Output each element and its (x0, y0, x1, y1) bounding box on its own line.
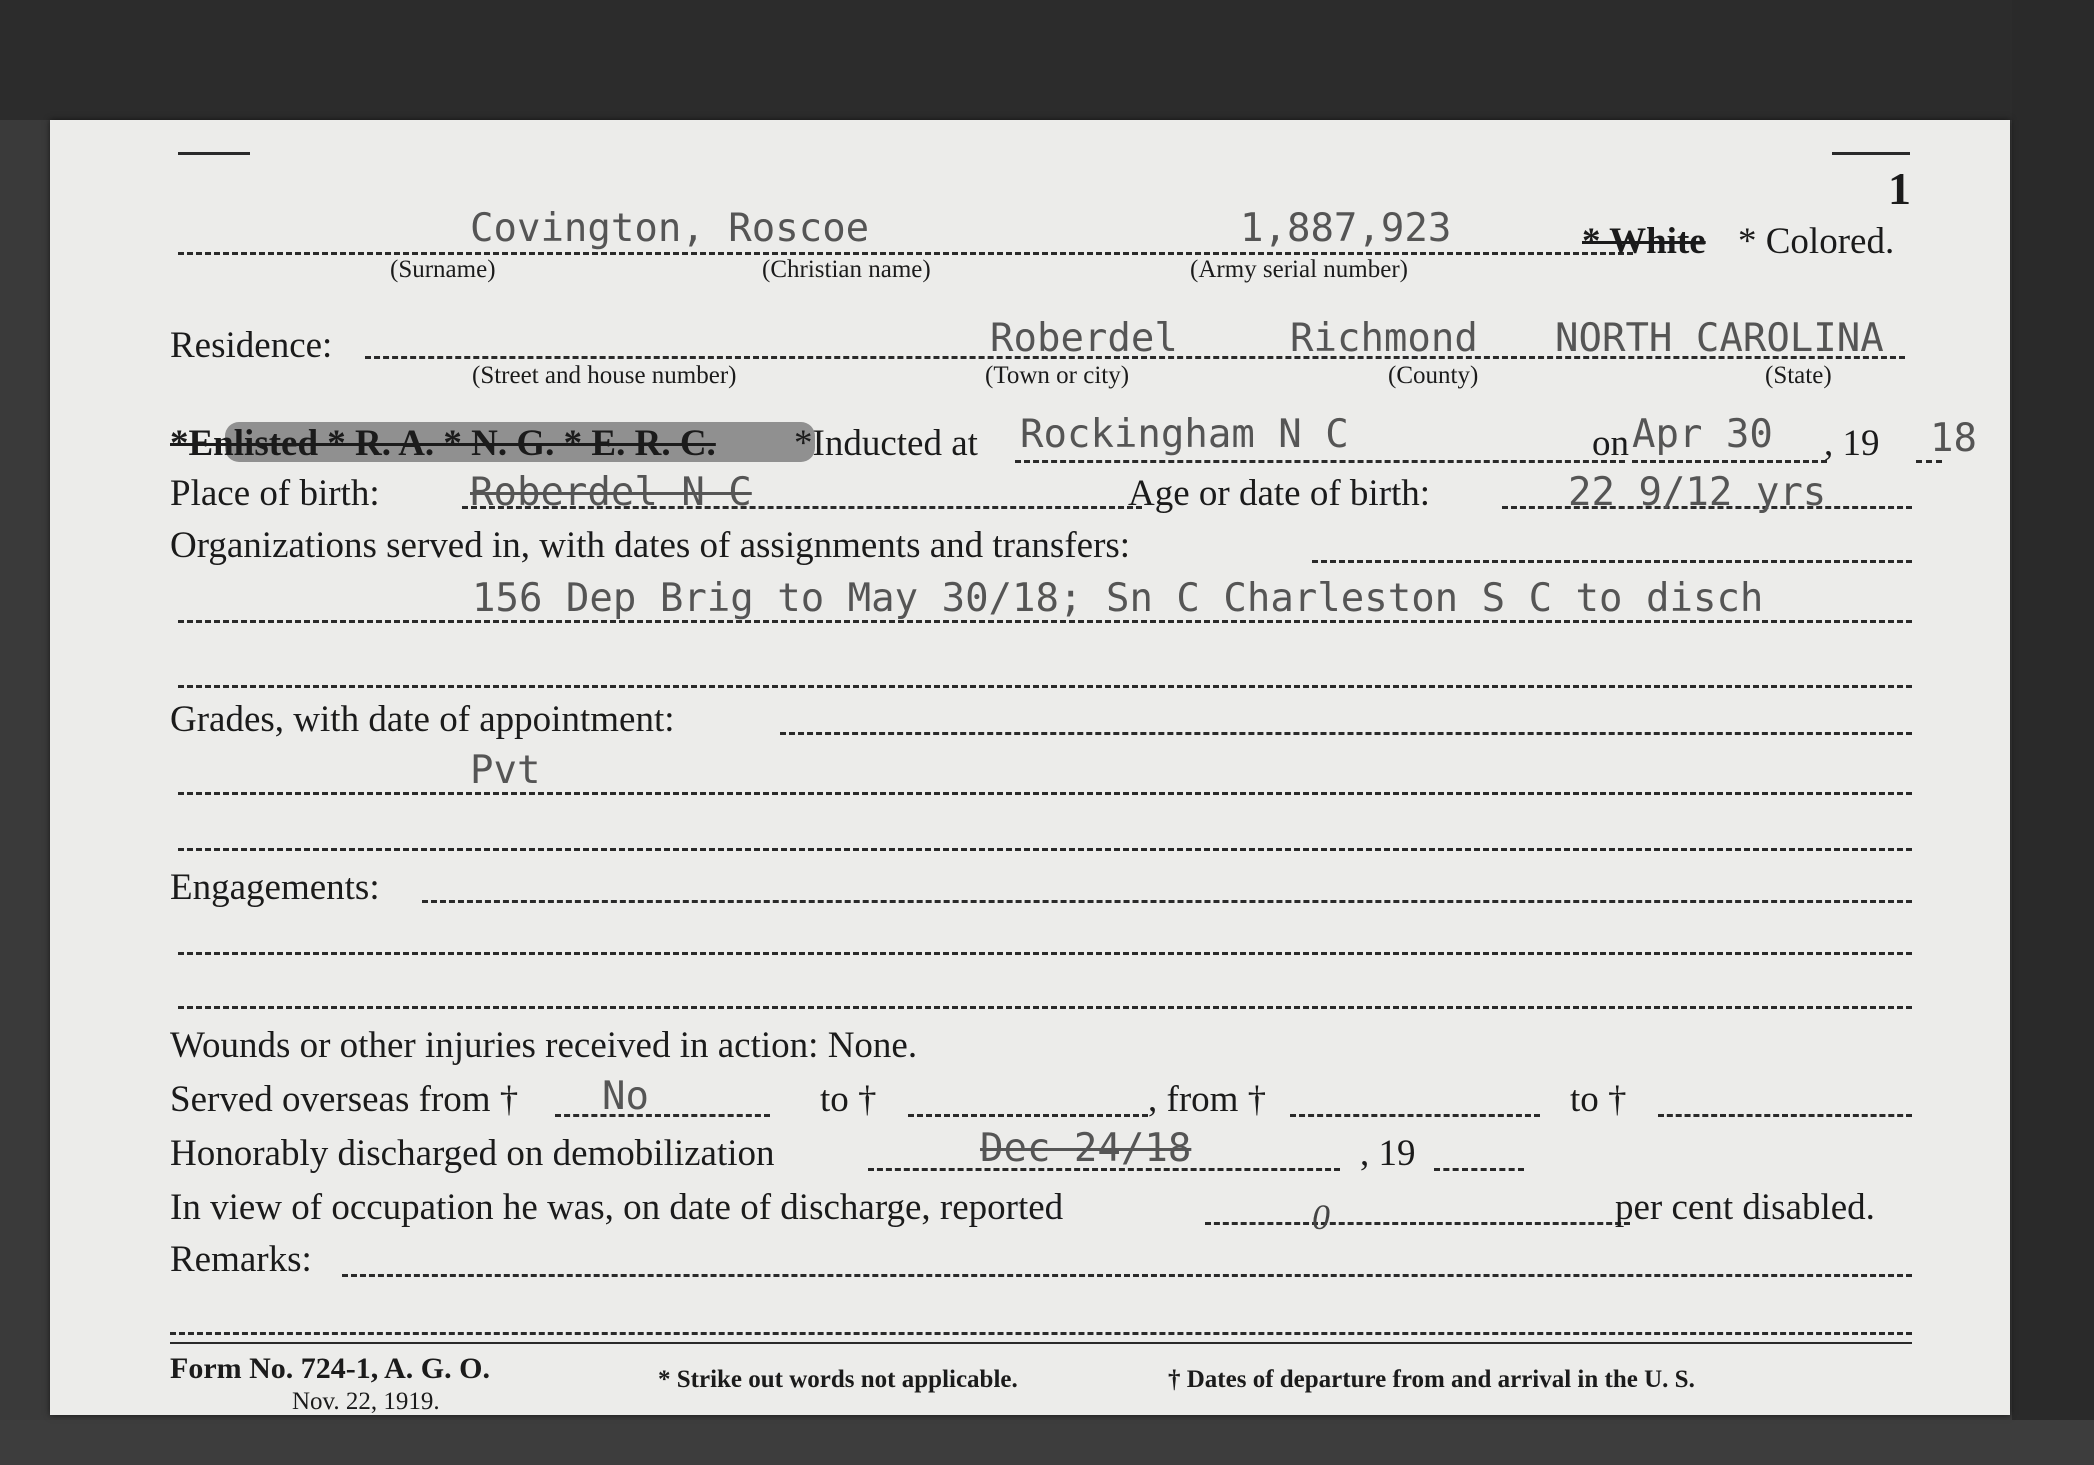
residence-state-value: NORTH CAROLINA (1555, 316, 1884, 361)
serial-value: 1,887,923 (1240, 206, 1452, 251)
on-label: on (1592, 423, 1629, 464)
county-label: (County) (1388, 362, 1479, 389)
scan-background-top (0, 0, 2094, 120)
engagements-line-1 (422, 900, 1912, 903)
remarks-line-2 (170, 1332, 1912, 1335)
enlisted-options: *Enlisted * R. A. * N. G. * E. R. C. (170, 423, 716, 464)
organizations-value: 156 Dep Brig to May 30/18; Sn C Charleston S C to disch (472, 576, 1764, 621)
discharge-year-line (1434, 1168, 1524, 1171)
dates-note: † Dates of departure from and arrival in the U. S. (1168, 1366, 1695, 1393)
grades-label: Grades, with date of appointment: (170, 699, 675, 740)
surname-label: (Surname) (390, 256, 496, 283)
state-label: (State) (1765, 362, 1832, 389)
organizations-line-3 (178, 685, 1912, 688)
engagements-line-3 (178, 1006, 1912, 1009)
disability-value: 0 (1312, 1197, 1330, 1237)
place-of-birth-label: Place of birth: (170, 473, 380, 514)
name-line (178, 252, 1633, 255)
engagements-label: Engagements: (170, 867, 380, 908)
top-right-rule (1832, 152, 1910, 155)
residence-town-value: Roberdel (990, 316, 1178, 361)
overseas-to-line (908, 1114, 1148, 1117)
discharge-label: Honorably discharged on demobilization (170, 1133, 775, 1174)
remarks-label: Remarks: (170, 1239, 312, 1280)
inducted-date-value: Apr 30 (1632, 412, 1773, 457)
served-overseas-label: Served overseas from † (170, 1079, 519, 1120)
christian-name-label: (Christian name) (762, 256, 931, 283)
grades-line-3 (178, 848, 1912, 851)
disability-line (1205, 1222, 1630, 1225)
inducted-place-value: Rockingham N C (1020, 412, 1349, 457)
inducted-year-value: 18 (1930, 416, 1977, 461)
scan-background-right (2012, 0, 2094, 1465)
discharge-year-label: , 19 (1360, 1133, 1416, 1174)
age-label: Age or date of birth: (1128, 473, 1431, 514)
inducted-place-line (1015, 460, 1625, 463)
colored-option: * Colored. (1738, 221, 1895, 262)
white-option: * White (1582, 221, 1706, 262)
card-number: 1 (1888, 163, 1911, 214)
overseas-from-line (555, 1114, 770, 1117)
service-record-card (50, 120, 2010, 1415)
disability-suffix: per cent disabled. (1615, 1187, 1875, 1228)
disability-label: In view of occupation he was, on date of discharge, reported (170, 1187, 1064, 1228)
discharge-date-value: Dec 24/18 (980, 1126, 1192, 1171)
grades-line-1 (780, 732, 1912, 735)
grades-value: Pvt (470, 748, 541, 793)
form-number: Form No. 724-1, A. G. O. (170, 1352, 490, 1385)
serial-number-label: (Army serial number) (1190, 256, 1408, 283)
grades-line-2 (178, 792, 1912, 795)
residence-label: Residence: (170, 325, 333, 366)
street-label: (Street and house number) (472, 362, 737, 389)
scan-background-bottom (0, 1420, 2094, 1465)
organizations-label: Organizations served in, with dates of assignments and transfers: (170, 525, 1131, 566)
town-label: (Town or city) (985, 362, 1130, 389)
engagements-line-2 (178, 952, 1912, 955)
inducted-at-label: *Inducted at (794, 423, 978, 464)
overseas-from2-line (1290, 1114, 1540, 1117)
overseas-to2-label: to † (1570, 1079, 1627, 1120)
age-value: 22 9/12 yrs (1568, 470, 1827, 515)
overseas-from-value: No (602, 1074, 649, 1119)
organizations-line-1 (1312, 560, 1912, 563)
overseas-from2-label: , from † (1148, 1079, 1267, 1120)
year-label: , 19 (1824, 423, 1880, 464)
top-left-rule (178, 152, 250, 155)
remarks-line-1 (342, 1274, 1912, 1277)
wounds-label: Wounds or other injuries received in action: None. (170, 1025, 918, 1066)
place-of-birth-value: Roberdel N C (470, 470, 752, 515)
strike-note: * Strike out words not applicable. (658, 1366, 1018, 1393)
overseas-to2-line (1658, 1114, 1912, 1117)
form-date: Nov. 22, 1919. (292, 1388, 440, 1415)
footer-rule (170, 1342, 1912, 1344)
overseas-to-label: to † (820, 1079, 877, 1120)
name-value: Covington, Roscoe (470, 206, 870, 251)
residence-county-value: Richmond (1290, 316, 1478, 361)
inducted-date-line (1632, 460, 1827, 463)
